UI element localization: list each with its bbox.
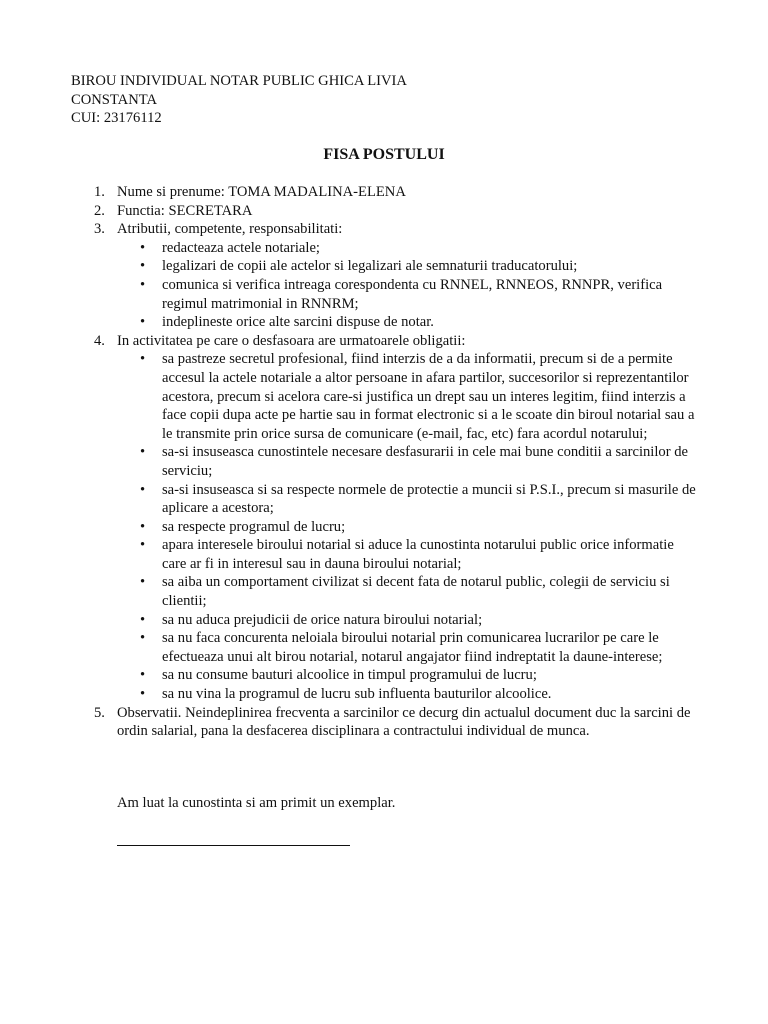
item-text: Observatii. Neindeplinirea frecventa a sarcinilor ce decurg din actualul document duc la sarcini de ordin salarial, pana la desfacerea disciplinara a contractului individual de munca. <box>117 704 691 740</box>
item-number: 3. <box>94 221 105 238</box>
item-text: In activitatea pe care o desfasoara are urmatoarele obligatii: <box>117 332 466 349</box>
bullet-icon: • <box>140 630 146 647</box>
list-item <box>0 257 700 276</box>
bullet-icon: • <box>140 686 146 703</box>
document-title: FISA POSTULUI <box>323 146 445 163</box>
bullet-text: sa nu vina la programul de lucru sub influenta bauturilor alcoolice. <box>162 686 552 703</box>
item-number: 4. <box>94 332 105 349</box>
list-item <box>0 685 700 704</box>
list-item <box>0 629 700 666</box>
list-item <box>0 518 700 537</box>
bullet-text: sa nu aduca prejudicii de orice natura biroului notarial; <box>162 611 483 628</box>
item-number: 2. <box>94 202 105 219</box>
list-item <box>0 276 700 313</box>
item-text: Atributii, competente, responsabilitati: <box>117 221 343 238</box>
item-text: Functia: SECRETARA <box>117 202 253 219</box>
obligations-list <box>0 350 768 703</box>
list-item <box>0 611 700 630</box>
bullet-text: sa nu faca concurenta neloiala biroului notarial prin comunicarea lucrarilor pe care le efectueaza unui alt birou notarial, notarul angajator fiind indreptatit la daune-interese; <box>162 630 663 665</box>
bullet-text: apara interesele biroului notarial si aduce la cunostinta notarului public orice informatie care ar fi in interesul sau in dauna biroului notarial; <box>162 537 674 572</box>
list-item <box>0 313 700 332</box>
document-header <box>71 72 407 128</box>
list-item <box>0 536 700 573</box>
bullet-icon: • <box>140 667 146 684</box>
list-item <box>0 481 700 518</box>
document-body <box>0 183 768 741</box>
list-item <box>0 239 700 258</box>
office-city: CONSTANTA <box>71 91 158 108</box>
office-cui: CUI: 23176112 <box>71 110 162 127</box>
item-number: 5. <box>94 704 105 721</box>
bullet-text: sa pastreze secretul profesional, fiind interzis de a da informatii, precum si de a permite accesul la actele notariale a altor persoane in afara partilor, succesorilor si reprezentantilor acestora, precum si acelora care-si justifica un drept sau un interes legitim, fiind interzis a face copii dupa acte pe hartie sau in format electronic si a le scoate din biroul notarial sau a le transmite prin orice sursa de comunicare (e-mail, fac, etc) fara acordul notarului; <box>162 351 695 442</box>
list-item-obligations <box>0 332 697 351</box>
list-item-name <box>0 183 697 202</box>
office-name: BIROU INDIVIDUAL NOTAR PUBLIC GHICA LIVIA <box>71 73 407 89</box>
list-item <box>0 666 700 685</box>
bullet-icon: • <box>140 351 146 368</box>
responsibilities-list <box>0 239 768 332</box>
bullet-icon: • <box>140 258 146 275</box>
signature-line <box>117 845 350 846</box>
bullet-text: sa-si insuseasca si sa respecte normele de protectie a muncii si P.S.I., precum si masurile de aplicare a acestora; <box>162 481 696 517</box>
list-item-responsibilities <box>0 220 697 239</box>
bullet-text: sa nu consume bauturi alcoolice in timpul programului de lucru; <box>162 667 537 684</box>
bullet-text: sa-si insuseasca cunostintele necesare desfasurarii in cele mai bune conditii a sarcinilor de serviciu; <box>162 444 688 479</box>
list-item-observations <box>0 704 697 741</box>
bullet-icon: • <box>140 276 146 293</box>
bullet-icon: • <box>140 611 146 628</box>
acknowledgement-text: Am luat la cunostinta si am primit un exemplar. <box>117 795 396 811</box>
list-item-function <box>0 202 697 221</box>
bullet-icon: • <box>140 239 146 256</box>
bullet-text: legalizari de copii ale actelor si legalizari ale semnaturii traducatorului; <box>162 258 578 275</box>
bullet-text: comunica si verifica intreaga corespondenta cu RNNEL, RNNEOS, RNNPR, verifica regimul matrimonial in RNNRM; <box>162 276 663 312</box>
item-number: 1. <box>94 184 105 200</box>
list-item <box>0 573 700 610</box>
bullet-text: sa aiba un comportament civilizat si decent fata de notarul public, colegii de serviciu si clientii; <box>162 574 670 610</box>
bullet-icon: • <box>140 537 146 554</box>
bullet-text: redacteaza actele notariale; <box>162 239 320 256</box>
bullet-icon: • <box>140 518 146 535</box>
bullet-icon: • <box>140 314 146 331</box>
bullet-text: indeplineste orice alte sarcini dispuse de notar. <box>162 314 434 331</box>
bullet-text: sa respecte programul de lucru; <box>162 518 346 535</box>
list-item <box>0 443 700 480</box>
bullet-icon: • <box>140 444 146 461</box>
bullet-icon: • <box>140 574 146 591</box>
list-item <box>0 350 700 443</box>
item-text: Nume si prenume: TOMA MADALINA-ELENA <box>117 184 406 200</box>
bullet-icon: • <box>140 481 146 498</box>
